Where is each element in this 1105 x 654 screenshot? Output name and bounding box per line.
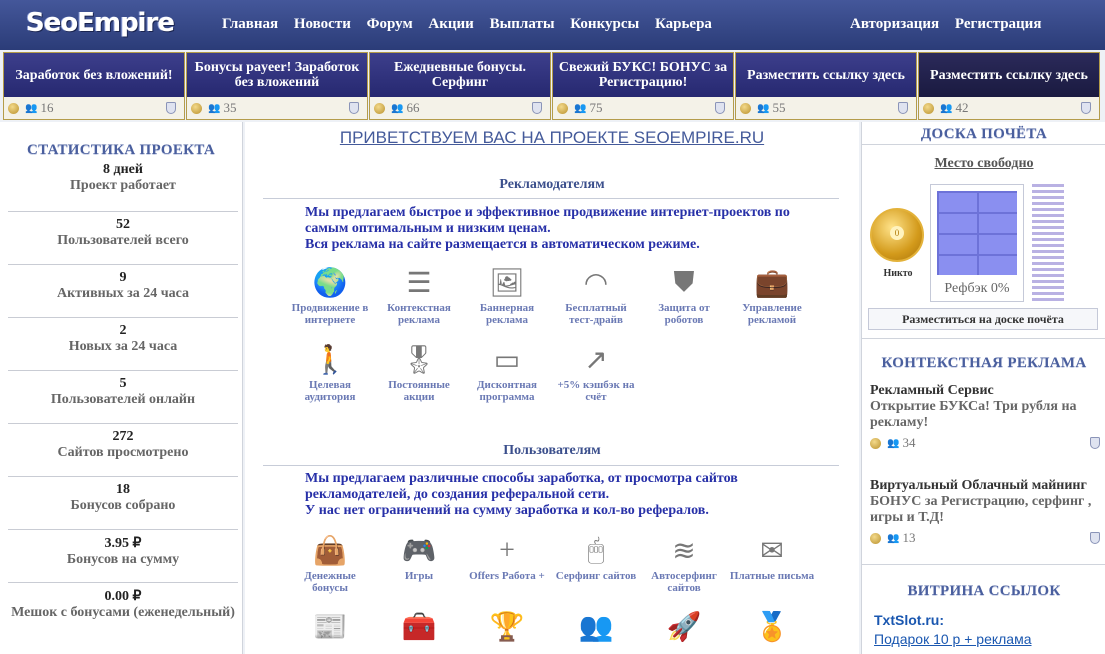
stats-panel	[0, 122, 243, 654]
nav-forum[interactable]: Форум	[366, 16, 413, 32]
stat-value: 5	[119, 376, 127, 391]
feature-label: Постоянные акции	[388, 379, 450, 403]
stat-label: Мешок с бонусами (еженедельный)	[11, 605, 235, 620]
stat-label: Новых за 24 часа	[68, 339, 178, 354]
person-icon: 🚶	[312, 345, 348, 376]
ad-title[interactable]: Рекламный Сервис	[870, 383, 994, 398]
feature-item[interactable]	[641, 264, 727, 326]
users-icon: 👥	[391, 102, 404, 114]
toolbox-icon: 🧰	[401, 612, 437, 643]
coin-icon	[557, 103, 568, 114]
coin-icon	[870, 438, 881, 449]
stat-value: 0.00 ₽	[104, 589, 142, 604]
feature-item[interactable]	[641, 608, 727, 646]
ad-count: 34	[902, 435, 916, 450]
main-nav	[222, 16, 724, 33]
stat-item	[8, 583, 238, 643]
stat-value: 8 дней	[103, 162, 143, 177]
users-icon: 👥	[578, 612, 614, 643]
feature-item[interactable]	[553, 532, 639, 582]
stat-value: 9	[119, 270, 127, 285]
ad-desc[interactable]: БОНУС за Регистрацию, серфинг , игры и Т.Д!	[870, 494, 1092, 525]
award-icon: 🎖	[401, 345, 437, 376]
feature-item[interactable]	[464, 608, 550, 646]
nav-contests[interactable]: Конкурсы	[570, 16, 640, 32]
banner-strip	[3, 52, 1103, 120]
showcase-link[interactable]: Подарок 10 р + реклама	[874, 631, 1032, 647]
trophy-icon: 🏆	[489, 612, 525, 643]
feature-label: Управление рекламой	[742, 302, 802, 326]
image-icon: 🖼	[489, 268, 525, 299]
mouse-icon: 🖱	[587, 535, 605, 566]
shield-icon	[532, 102, 542, 114]
users-icon: 👥	[208, 102, 221, 114]
feature-item[interactable]	[729, 608, 815, 646]
context-ad[interactable]	[870, 478, 1100, 546]
stat-value: 272	[112, 429, 134, 444]
users-icon: 👥	[25, 102, 38, 114]
ad-title[interactable]: Виртуальный Облачный майнинг	[870, 478, 1087, 493]
divider	[263, 465, 839, 466]
shield-icon	[1081, 102, 1091, 114]
stat-label: Бонусов на сумму	[66, 552, 180, 567]
feature-item[interactable]	[376, 341, 462, 403]
top-header	[0, 0, 1105, 50]
gauge-icon: ◠	[583, 268, 609, 299]
coin-icon	[374, 103, 385, 114]
feature-item[interactable]	[287, 608, 373, 646]
nav-career[interactable]: Карьера	[654, 16, 712, 32]
shield-icon	[1090, 532, 1100, 544]
stat-item	[8, 318, 238, 371]
feature-item[interactable]	[464, 264, 550, 326]
shield-icon	[1090, 437, 1100, 449]
feature-item[interactable]	[464, 532, 550, 582]
shield-icon	[715, 102, 725, 114]
medal-number: 0	[890, 226, 904, 240]
banner-4[interactable]	[552, 52, 734, 120]
feature-label: Денежные бонусы	[304, 570, 356, 594]
stat-label: Пользователей всего	[57, 233, 189, 248]
stat-label: Пользователей онлайн	[50, 392, 196, 407]
banner-1[interactable]	[3, 52, 185, 120]
stats-title: СТАТИСТИКА ПРОЕКТА	[26, 142, 216, 158]
stat-label: Проект работает	[70, 178, 176, 193]
links-showcase-title: ВИТРИНА ССЫЛОК	[907, 583, 1061, 599]
feature-label: Автосерфинг сайтов	[651, 570, 717, 594]
banner-text[interactable]: Свежий БУКС! БОНУС за Регистрацию!	[553, 53, 733, 97]
stat-item	[8, 477, 238, 530]
feature-item[interactable]	[376, 264, 462, 326]
nav-login[interactable]: Авторизация	[850, 16, 940, 32]
medal-icon	[870, 208, 924, 262]
coin-icon	[8, 103, 19, 114]
nav-news[interactable]: Новости	[293, 16, 351, 32]
advertisers-intro: Мы предлагаем быстрое и эффективное продвижение интернет-проектов по самым оптимальным и низким ценам. Вся реклама на сайте размещается в автоматическом режиме.	[305, 205, 790, 252]
advertisers-title: Рекламодателям	[499, 177, 605, 192]
welcome-title: ПРИВЕТСТВУЕМ ВАС НА ПРОЕКТЕ SEOEMPIRE.RU	[339, 128, 765, 147]
divider	[263, 198, 839, 199]
feature-label: Платные письма	[729, 570, 815, 582]
briefcase-icon: 💼	[754, 268, 790, 299]
shield-icon	[898, 102, 908, 114]
users-icon: 👥	[940, 102, 953, 114]
feature-item[interactable]	[464, 341, 550, 403]
ad-desc[interactable]: Открытие БУКСа! Три рубля на рекламу!	[870, 399, 1077, 430]
site-logo[interactable]: SeoEmpire	[26, 8, 175, 38]
users-intro: Мы предлагаем различные способы заработка, от просмотра сайтов рекламодателей, до создания реферальной сети. У нас нет ограничений на сумму заработка и кол-во рефералов.	[305, 471, 738, 518]
feature-item[interactable]	[376, 608, 462, 646]
banner-count: 35	[223, 100, 237, 115]
honor-avatar[interactable]	[930, 184, 1024, 302]
shield-icon	[349, 102, 359, 114]
banner-count: 42	[955, 100, 969, 115]
feature-label: Защита от роботов	[658, 302, 710, 326]
feature-label: Игры	[404, 570, 434, 582]
globe-icon: 🌍	[312, 268, 348, 299]
banner-2[interactable]	[186, 52, 368, 120]
nav-payouts[interactable]: Выплаты	[489, 16, 555, 32]
shield-icon	[166, 102, 176, 114]
stat-value: 18	[116, 482, 130, 497]
plus-icon: +	[499, 535, 515, 566]
sidebar-right	[861, 122, 1105, 654]
feature-label: Целевая аудитория	[304, 379, 356, 403]
stat-label: Бонусов собрано	[70, 498, 176, 513]
feature-item[interactable]	[376, 532, 462, 582]
stat-label: Сайтов просмотрено	[57, 445, 189, 460]
nav-home[interactable]: Главная	[222, 16, 279, 32]
feature-item[interactable]	[553, 264, 639, 326]
brick-wall-icon	[937, 191, 1017, 275]
users-icon: 👥	[757, 102, 770, 114]
feature-label: Продвижение в интернете	[291, 302, 369, 326]
banner-count: 55	[772, 100, 786, 115]
feature-label: Дисконтная программа	[476, 379, 537, 403]
nav-promotions[interactable]: Акции	[428, 16, 474, 32]
main-content	[245, 122, 859, 654]
feature-label: Контекстная реклама	[387, 302, 451, 326]
letter-icon: ✉	[760, 536, 784, 567]
gamepad-icon: 🎮	[401, 536, 437, 567]
feature-item[interactable]	[729, 264, 815, 326]
refback-label: Рефбэк 0%	[944, 281, 1010, 296]
shield-star-icon: ⛊	[673, 267, 695, 298]
stat-item	[8, 265, 238, 318]
stat-item	[8, 424, 238, 477]
users-icon: 👥	[887, 437, 900, 449]
coin-icon	[870, 533, 881, 544]
ad-count: 13	[902, 530, 916, 545]
banner-count: 16	[40, 100, 54, 115]
showcase-link-title[interactable]: TxtSlot.ru:	[874, 612, 944, 628]
feature-label: Серфинг сайтов	[555, 570, 637, 582]
feature-item[interactable]	[553, 341, 639, 403]
context-ad[interactable]	[870, 383, 1100, 451]
banner-count: 66	[406, 100, 420, 115]
auth-nav	[850, 16, 1053, 33]
banner-text[interactable]: Разместить ссылку здесь	[919, 53, 1099, 97]
coin-icon	[740, 103, 751, 114]
feature-label: +5% кэшбэк на счёт	[557, 379, 635, 403]
feature-item[interactable]	[729, 532, 815, 582]
banner-count: 75	[589, 100, 603, 115]
feature-item[interactable]	[553, 608, 639, 646]
feature-item[interactable]	[287, 341, 373, 403]
banner-text[interactable]: Заработок без вложений!	[4, 53, 184, 97]
honor-board-title: ДОСКА ПОЧЁТА	[920, 126, 1048, 142]
feature-label: Баннерная реклама	[479, 302, 535, 326]
users-icon: 👥	[887, 532, 900, 544]
bag-icon: 👜	[312, 536, 348, 567]
place-on-board-button[interactable]: Разместиться на доске почёта	[868, 308, 1098, 330]
document-lines-icon: ☰	[406, 268, 432, 299]
coin-icon	[191, 103, 202, 114]
stat-value: 52	[116, 217, 130, 232]
feature-item[interactable]	[641, 532, 727, 594]
banner-text[interactable]: Бонусы payeer! Заработок без вложений	[187, 53, 367, 97]
feature-label: Бесплатный тест-драйв	[565, 302, 627, 326]
banner-6[interactable]	[918, 52, 1100, 120]
decorative-stripes	[1032, 184, 1064, 302]
honor-user-name: Никто	[883, 268, 913, 279]
stat-item	[8, 371, 238, 424]
rocket-icon: 🚀	[666, 612, 702, 643]
stat-value: 3.95 ₽	[104, 536, 142, 551]
waves-icon: ≋	[672, 536, 696, 567]
stat-value: 2	[119, 323, 127, 338]
place-free-link[interactable]: Место свободно	[934, 156, 1034, 171]
stat-item	[8, 159, 238, 212]
feature-item[interactable]	[287, 532, 373, 594]
nav-register[interactable]: Регистрация	[954, 16, 1042, 32]
banner-text[interactable]: Ежедневные бонусы. Серфинг	[370, 53, 550, 97]
coin-icon	[923, 103, 934, 114]
users-title: Пользователям	[503, 443, 601, 458]
banner-text[interactable]: Разместить ссылку здесь	[736, 53, 916, 97]
banner-3[interactable]	[369, 52, 551, 120]
banner-5[interactable]	[735, 52, 917, 120]
stat-item	[8, 212, 238, 265]
stat-label: Активных за 24 часа	[56, 286, 190, 301]
card-icon: ▭	[493, 345, 521, 376]
feature-label: Offers Работа +	[469, 570, 545, 582]
stat-item	[8, 530, 238, 583]
medal-icon: 🏅	[754, 612, 790, 643]
newspaper-icon: 📰	[312, 612, 348, 643]
share-icon: ↗	[584, 345, 608, 376]
context-ads-title: КОНТЕКСТНАЯ РЕКЛАМА	[881, 355, 1087, 371]
users-icon: 👥	[574, 102, 587, 114]
feature-item[interactable]	[287, 264, 373, 326]
